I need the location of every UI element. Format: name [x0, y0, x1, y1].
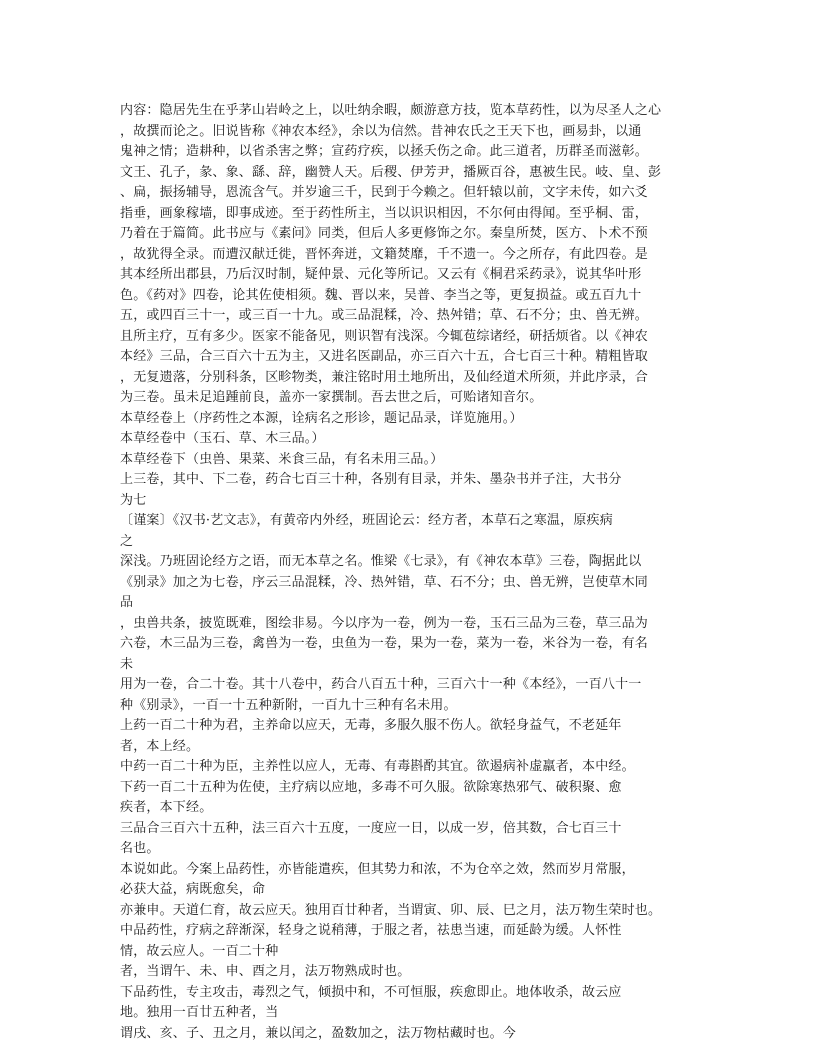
text-line: 中药一百二十种为臣，主养性以应人，无毒、有毒斟酌其宜。欲遏病补虚羸者，本中经。 [120, 759, 635, 774]
text-line: 本说如此。今案上品药性，亦皆能遣疾，但其势力和浓，不为仓卒之效，然而岁月常服， [120, 861, 635, 877]
text-line: 必获大益，病既愈矣，命 [120, 882, 266, 897]
text-line: 且所主疗，互有多少。医家不能备见，则识智有浅深。今辄苞综诸经，研括烦省。以《神农 [120, 328, 649, 344]
text-line: 中品药性，疗病之辞渐深，轻身之说稍薄，于服之者，祛患当速，而延龄为缓。人怀性 [120, 923, 622, 938]
text-line: 乃着在于篇简。此书应与《素问》同类，但后人多更修饰之尔。秦皇所焚，医方、卜术不预 [120, 226, 649, 241]
text-line: 者，当谓午、未、申、酉之月，法万物熟成时也。 [120, 964, 411, 979]
text-line: 谓戌、亥、子、丑之月，兼以闰之，盈数加之，法万物枯藏时也。今 [120, 1025, 517, 1041]
text-line: 指垂，画象稼墙，即事成迹。至于药性所主，当以识识相因，不尔何由得闻。至乎桐、雷， [120, 205, 649, 221]
text-line: 用为一卷，合二十卷。其十八卷中，药合八百五十种，三百六十一种《本经》，一百八十一 [120, 677, 642, 692]
text-line: ，故撰而论之。旧说皆称《神农本经》，余以为信然。昔神农氏之王天下也，画易卦，以通 [120, 123, 642, 139]
text-line: 为三卷。虽未足追踵前良，盖亦一家撰制。吾去世之后，可贻诸知音尔。 [120, 390, 543, 405]
text-line: 之 [120, 533, 134, 549]
text-line: 地。独用一百廿五种者，当 [120, 1005, 279, 1020]
volume-heading-lower: 本草经卷下（虫兽、果菜、米食三品，有名未用三品。） [120, 451, 444, 467]
text-line: ，无复遗落，分别科条，区畛物类，兼注铭时用土地所出，及仙经道术所须，并此序录，合 [120, 369, 649, 385]
text-line: 其本经所出郡县，乃后汉时制，疑仲景、元化等所记。又云有《桐君采药录》，说其华叶形 [120, 267, 642, 282]
text-line: 〔谨案〕《汉书·艺文志》，有黄帝内外经，班固论云：经方者，本草石之寒温，原疾病 [120, 513, 613, 528]
text-line: 色。《药对》四卷，论其佐使相须。魏、晋以来，吴普、李当之等，更复损益。或五百九十 [120, 287, 642, 303]
text-line: 疾者，本下经。 [120, 800, 213, 815]
volume-heading-upper: 本草经卷上（序药性之本源，诠病名之形诊，题记品录，详览施用。） [120, 410, 523, 426]
text-line: 深浅。乃班固论经方之语，而无本草之名。惟梁《七录》，有《神农本草》三卷，陶据此以 [120, 554, 642, 569]
text-line: 上三卷，其中、下二卷，药合七百三十种，各别有目录，并朱、墨杂书并子注，大书分 [120, 472, 622, 487]
text-line: 上药一百二十种为君，主养命以应天，无毒，多服久服不伤人。欲轻身益气，不老延年 [120, 718, 622, 733]
text-line: 文王、孔子，彖、象、繇、辞，幽赞人天。后稷、伊芳尹，播厥百谷，惠被生民。岐、皇、彭 [120, 164, 662, 180]
text-line: 种《别录》，一百一十五种新附，一百九十三种有名未用。 [120, 697, 457, 713]
text-line: 《别录》加之为七卷，序云三品混糅，冷、热舛错，草、石不分；虫、兽无辨，岂使草木同 [120, 574, 649, 590]
text-line: ，故犹得全录。而遭汉献迁徙，晋怀奔迸，文籍焚靡，千不遗一。今之所存，有此四卷。是 [120, 246, 649, 262]
text-line: 五，或四百三十一，或三百一十九。或三品混糅，冷、热舛错；草、石不分；虫、兽无辨。 [120, 308, 649, 323]
text-line: 亦兼申。天道仁育，故云应天。独用百廿种者，当谓寅、卯、辰、巳之月，法万物生荣时也。 [120, 902, 662, 918]
text-line: 情，故云应人。一百二十种 [120, 943, 279, 959]
text-line: 者，本上经。 [120, 738, 200, 754]
text-line: 鬼神之情；造耕种，以省杀害之弊；宣药疗疾，以拯夭伤之命。此三道者，历群圣而滋彰。 [120, 144, 649, 159]
text-line: 品 [120, 595, 134, 610]
text-line: 、扁，振扬辅导，恩流含气。并岁逾三千，民到于今赖之。但轩辕以前，文字未传，如六爻 [120, 185, 649, 200]
text-line: 下品药性，专主攻击，毒烈之气，倾损中和，不可恒服，疾愈即止。地体收杀，故云应 [120, 984, 622, 1000]
text-line: 为七 [120, 492, 147, 508]
text-line: ，虫兽共条，披览既难，图绘非易。今以序为一卷，例为一卷，玉石三品为三卷，草三品为 [120, 615, 649, 631]
volume-heading-middle: 本草经卷中（玉石、草、木三品。） [120, 431, 325, 446]
text-line: 六卷，木三品为三卷，禽兽为一卷，虫鱼为一卷，果为一卷，菜为一卷，米谷为一卷，有名 [120, 636, 649, 651]
text-line: 下药一百二十五种为佐使，主疗病以应地，多毒不可久服。欲除寒热邪气、破积聚、愈 [120, 779, 622, 795]
text-line: 名也。 [120, 841, 160, 856]
text-line: 内容：隐居先生在乎茅山岩岭之上，以吐纳余暇，颇游意方技，览本草药性，以为尽圣人之心 [120, 103, 662, 118]
text-line: 三品合三百六十五种，法三百六十五度，一度应一日，以成一岁，倍其数，合七百三十 [120, 820, 622, 836]
text-line: 未 [120, 656, 134, 672]
document-text-body [120, 101, 704, 1044]
text-line: 本经》三品，合三百六十五为主，又进名医副品，亦三百六十五，合七百三十种。精粗皆取 [120, 349, 649, 364]
